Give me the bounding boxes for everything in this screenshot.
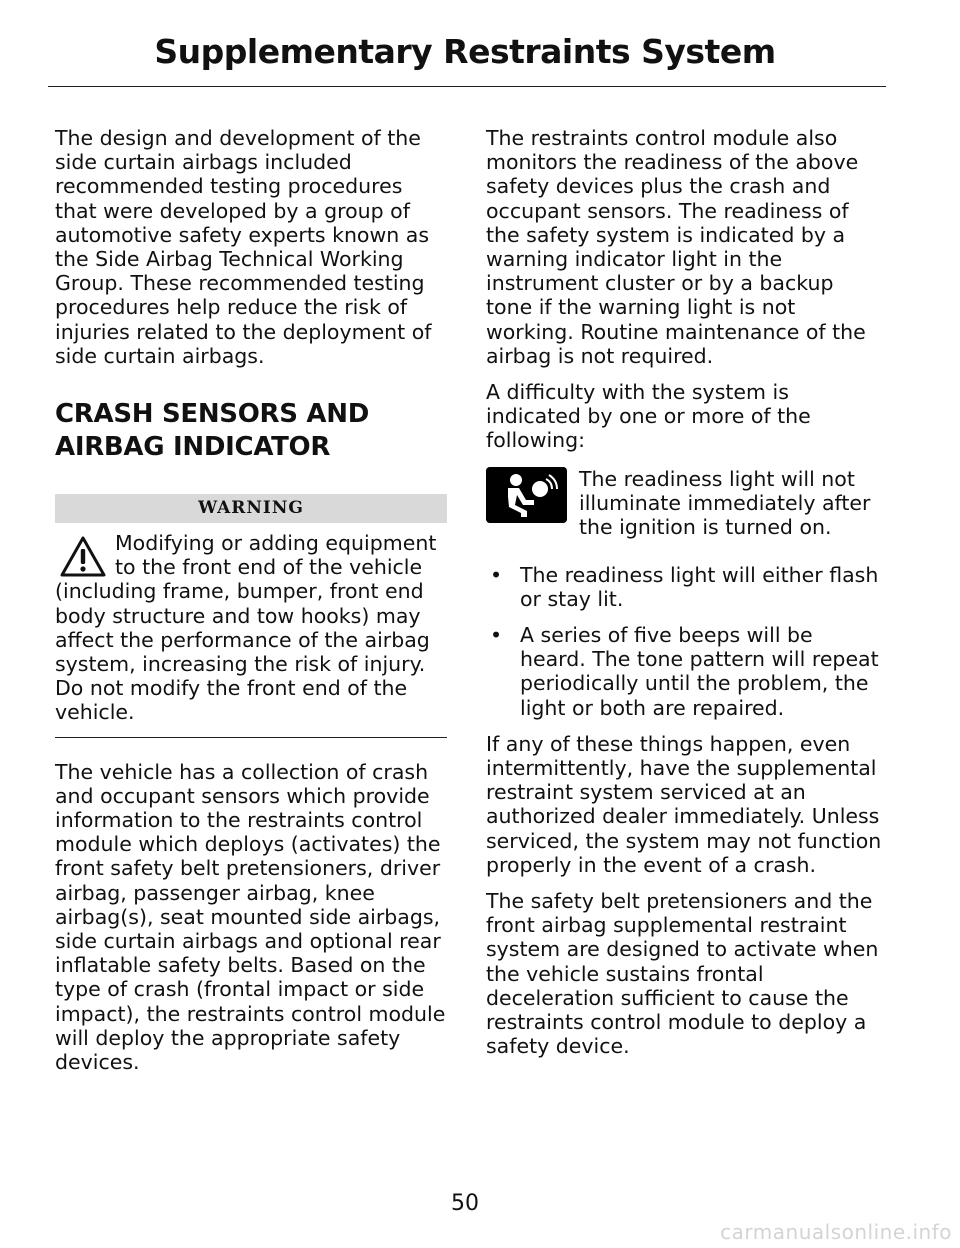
list-item-text: The readiness light will either flash or stay lit.	[520, 562, 879, 611]
intro-paragraph: The design and development of the side curtain airbags included recommended testing procedures that were developed by a group of automotive safety experts known as the Side Airbag Technical Working Group. These recommended testing procedures help reduce the risk of injuries related to the deployment of side curtain airbags.	[55, 126, 432, 368]
watermark: carmanualsonline.info	[720, 1220, 952, 1244]
warning-body	[55, 531, 447, 725]
left-column	[55, 126, 447, 1098]
warning-divider	[55, 737, 447, 738]
bullet-mark: •	[490, 562, 503, 587]
right-column	[486, 126, 882, 1083]
monitor-paragraph: The restraints control module also monitors the readiness of the above safety devices plus the crash and occupant sensors. The readiness of the safety system is indicated by a warning indicator light in the instrument cluster or by a backup tone if the warning light is not working. Routine maintenance of the airbag is not required.	[486, 126, 866, 368]
header-divider	[48, 86, 886, 87]
warning-text: Modifying or adding equipment to the front end of the vehicle (including frame, bumper, front end body structure and tow hooks) may affect the performance of the airbag system, increasing the risk of injury. Do not modify the front end of the vehicle.	[55, 531, 437, 725]
airbag-warning-icon	[486, 467, 567, 523]
page-title: Supplementary Restraints System	[154, 32, 776, 71]
list-item	[486, 623, 882, 720]
warning-label: WARNING	[55, 494, 447, 523]
warning-box	[55, 494, 447, 738]
bullet-list	[486, 563, 882, 720]
sensors-paragraph: The vehicle has a collection of crash and occupant sensors which provide information to the restraints control module which deploys (activates) the front safety belt pretensioners, driver airbag, passenger airbag, knee airbag(s), seat mounted side airbags, side curtain airbags and optional rear inflatable safety belts. Based on the type of crash (frontal impact or side impact), the restraints control module will deploy the appropriate safety devices.	[55, 759, 446, 1075]
readiness-indicator	[486, 467, 882, 547]
bullet-mark: •	[490, 623, 503, 648]
service-paragraph: If any of these things happen, even intermittently, have the supplemental restraint system serviced at an authorized dealer immediately. Unless serviced, the system may not function properly in the event of a crash.	[486, 731, 882, 877]
difficulty-intro: A difficulty with the system is indicated by one or more of the following:	[486, 380, 811, 453]
page-number: 50	[451, 1191, 479, 1216]
warning-triangle-icon	[59, 535, 107, 579]
section-heading: CRASH SENSORS AND AIRBAG INDICATOR	[55, 399, 369, 462]
list-item-text: A series of five beeps will be heard. The tone pattern will repeat periodically until the problem, the light or both are repaired.	[520, 623, 879, 720]
list-item	[486, 563, 882, 611]
indicator-text: The readiness light will not illuminate immediately after the ignition is turned on.	[579, 466, 871, 540]
pretensioner-paragraph: The safety belt pretensioners and the front airbag supplemental restraint system are designed to activate when the vehicle sustains frontal deceleration sufficient to cause the restraints control module to deploy a safety device.	[486, 889, 879, 1059]
